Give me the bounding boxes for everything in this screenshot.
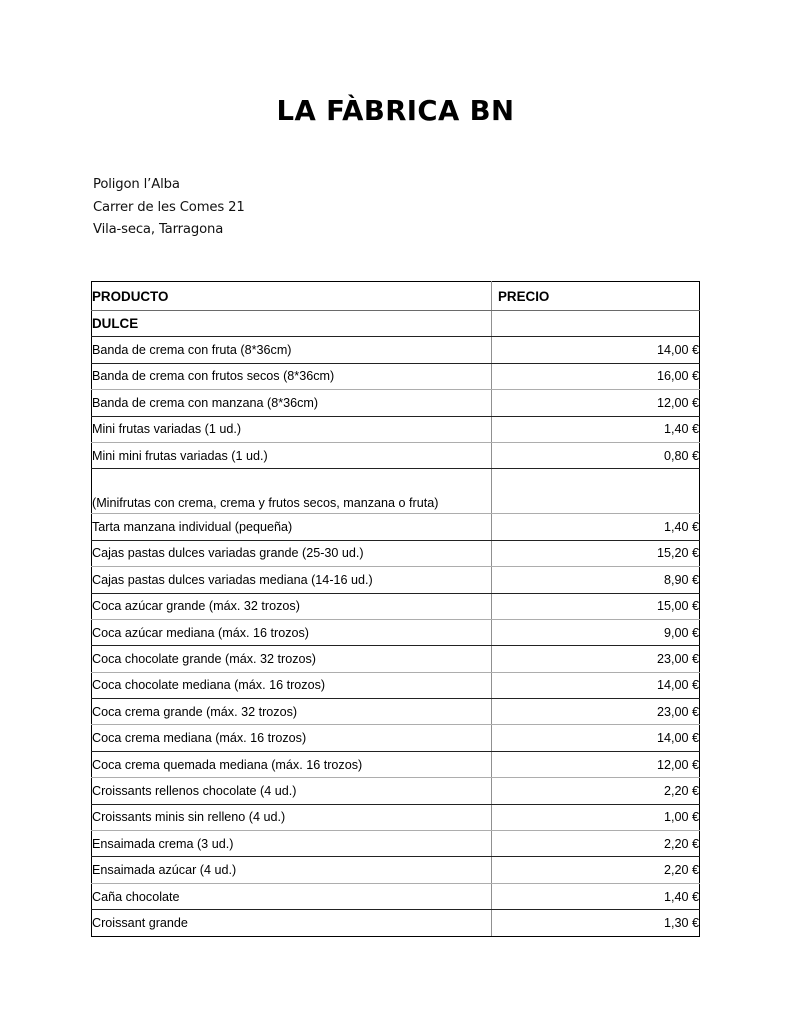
- table-cell-price: 0,80 €: [492, 442, 700, 468]
- table-header: [92, 282, 700, 311]
- table-cell-price: 12,00 €: [492, 390, 700, 416]
- table-row: [92, 725, 700, 751]
- table-row: [92, 804, 700, 830]
- table-cell-price: 1,40 €: [492, 883, 700, 909]
- table-cell-price: 14,00 €: [492, 672, 700, 698]
- table-cell-price: 12,00 €: [492, 751, 700, 777]
- table-row: [92, 778, 700, 804]
- table-cell-price: 1,00 €: [492, 804, 700, 830]
- table-row: [92, 540, 700, 566]
- table-cell-product: Croissants minis sin relleno (4 ud.): [92, 804, 492, 830]
- table-cell-product: Banda de crema con fruta (8*36cm): [92, 337, 492, 363]
- table-cell-price: 2,20 €: [492, 831, 700, 857]
- table-cell-product: Mini mini frutas variadas (1 ud.): [92, 442, 492, 468]
- table-cell-product: Banda de crema con frutos secos (8*36cm): [92, 363, 492, 389]
- table-body: [92, 311, 700, 937]
- table-cell-price: 2,20 €: [492, 857, 700, 883]
- table-cell-price: 1,40 €: [492, 416, 700, 442]
- price-list-table: [91, 281, 700, 937]
- table-row: [92, 910, 700, 936]
- table-cell-product: Cajas pastas dulces variadas mediana (14-16 ud.): [92, 567, 492, 593]
- table-cell-price: 23,00 €: [492, 646, 700, 672]
- table-row: [92, 593, 700, 619]
- table-row: [92, 567, 700, 593]
- page-title: LA FÀBRICA BN: [276, 95, 515, 127]
- table-cell-product: Coca crema grande (máx. 32 trozos): [92, 699, 492, 725]
- table-cell-price: 16,00 €: [492, 363, 700, 389]
- table-row: [92, 646, 700, 672]
- table-row: [92, 857, 700, 883]
- table-cell-price: 1,40 €: [492, 514, 700, 540]
- table-row: [92, 619, 700, 645]
- address-line-3: Vila-seca, Tarragona: [93, 222, 224, 238]
- address-line-1: Poligon l’Alba: [93, 177, 180, 192]
- column-header-precio: PRECIO: [492, 282, 700, 311]
- section-label-dulce: DULCE: [92, 311, 492, 337]
- table-cell-product: Coca chocolate mediana (máx. 16 trozos): [92, 672, 492, 698]
- table-header-row: [92, 282, 700, 311]
- table-section-row: [92, 311, 700, 337]
- table-row: [92, 883, 700, 909]
- table-cell-price: 1,30 €: [492, 910, 700, 936]
- section-price-empty: [492, 311, 700, 337]
- table-cell-product: Caña chocolate: [92, 883, 492, 909]
- table-cell-note: (Minifrutas con crema, crema y frutos secos, manzana o fruta): [92, 469, 492, 514]
- table-cell-price: 14,00 €: [492, 725, 700, 751]
- table-row: [92, 469, 700, 514]
- table-row: [92, 514, 700, 540]
- table-row: [92, 363, 700, 389]
- table-row: [92, 390, 700, 416]
- table-cell-price: 15,00 €: [492, 593, 700, 619]
- table-row: [92, 337, 700, 363]
- table-row: [92, 831, 700, 857]
- table-cell-price: 14,00 €: [492, 337, 700, 363]
- table-cell-price: 8,90 €: [492, 567, 700, 593]
- table-cell-product: Coca crema quemada mediana (máx. 16 trozos): [92, 751, 492, 777]
- table-cell-product: Croissant grande: [92, 910, 492, 936]
- table-cell-product: Mini frutas variadas (1 ud.): [92, 416, 492, 442]
- table-cell-product: Coca crema mediana (máx. 16 trozos): [92, 725, 492, 751]
- table-cell-product: Cajas pastas dulces variadas grande (25-30 ud.): [92, 540, 492, 566]
- table-cell-price: 9,00 €: [492, 619, 700, 645]
- table-row: [92, 699, 700, 725]
- table-cell-product: Tarta manzana individual (pequeña): [92, 514, 492, 540]
- column-header-producto: PRODUCTO: [92, 282, 492, 311]
- table-row: [92, 751, 700, 777]
- table-cell-product: Coca azúcar grande (máx. 32 trozos): [92, 593, 492, 619]
- table-row: [92, 416, 700, 442]
- table-row: [92, 672, 700, 698]
- table-cell-price: 2,20 €: [492, 778, 700, 804]
- address-block: [93, 174, 245, 242]
- table-cell-product: Banda de crema con manzana (8*36cm): [92, 390, 492, 416]
- table-cell-product: Croissants rellenos chocolate (4 ud.): [92, 778, 492, 804]
- address-line-2: Carrer de les Comes 21: [93, 199, 245, 215]
- table-cell-product: Coca azúcar mediana (máx. 16 trozos): [92, 619, 492, 645]
- table-cell-product: Ensaimada crema (3 ud.): [92, 831, 492, 857]
- table-cell-price: 23,00 €: [492, 699, 700, 725]
- table-cell-price: 15,20 €: [492, 540, 700, 566]
- table-cell-product: Coca chocolate grande (máx. 32 trozos): [92, 646, 492, 672]
- table-cell-product: Ensaimada azúcar (4 ud.): [92, 857, 492, 883]
- table-row: [92, 442, 700, 468]
- table-cell-price: [492, 469, 700, 514]
